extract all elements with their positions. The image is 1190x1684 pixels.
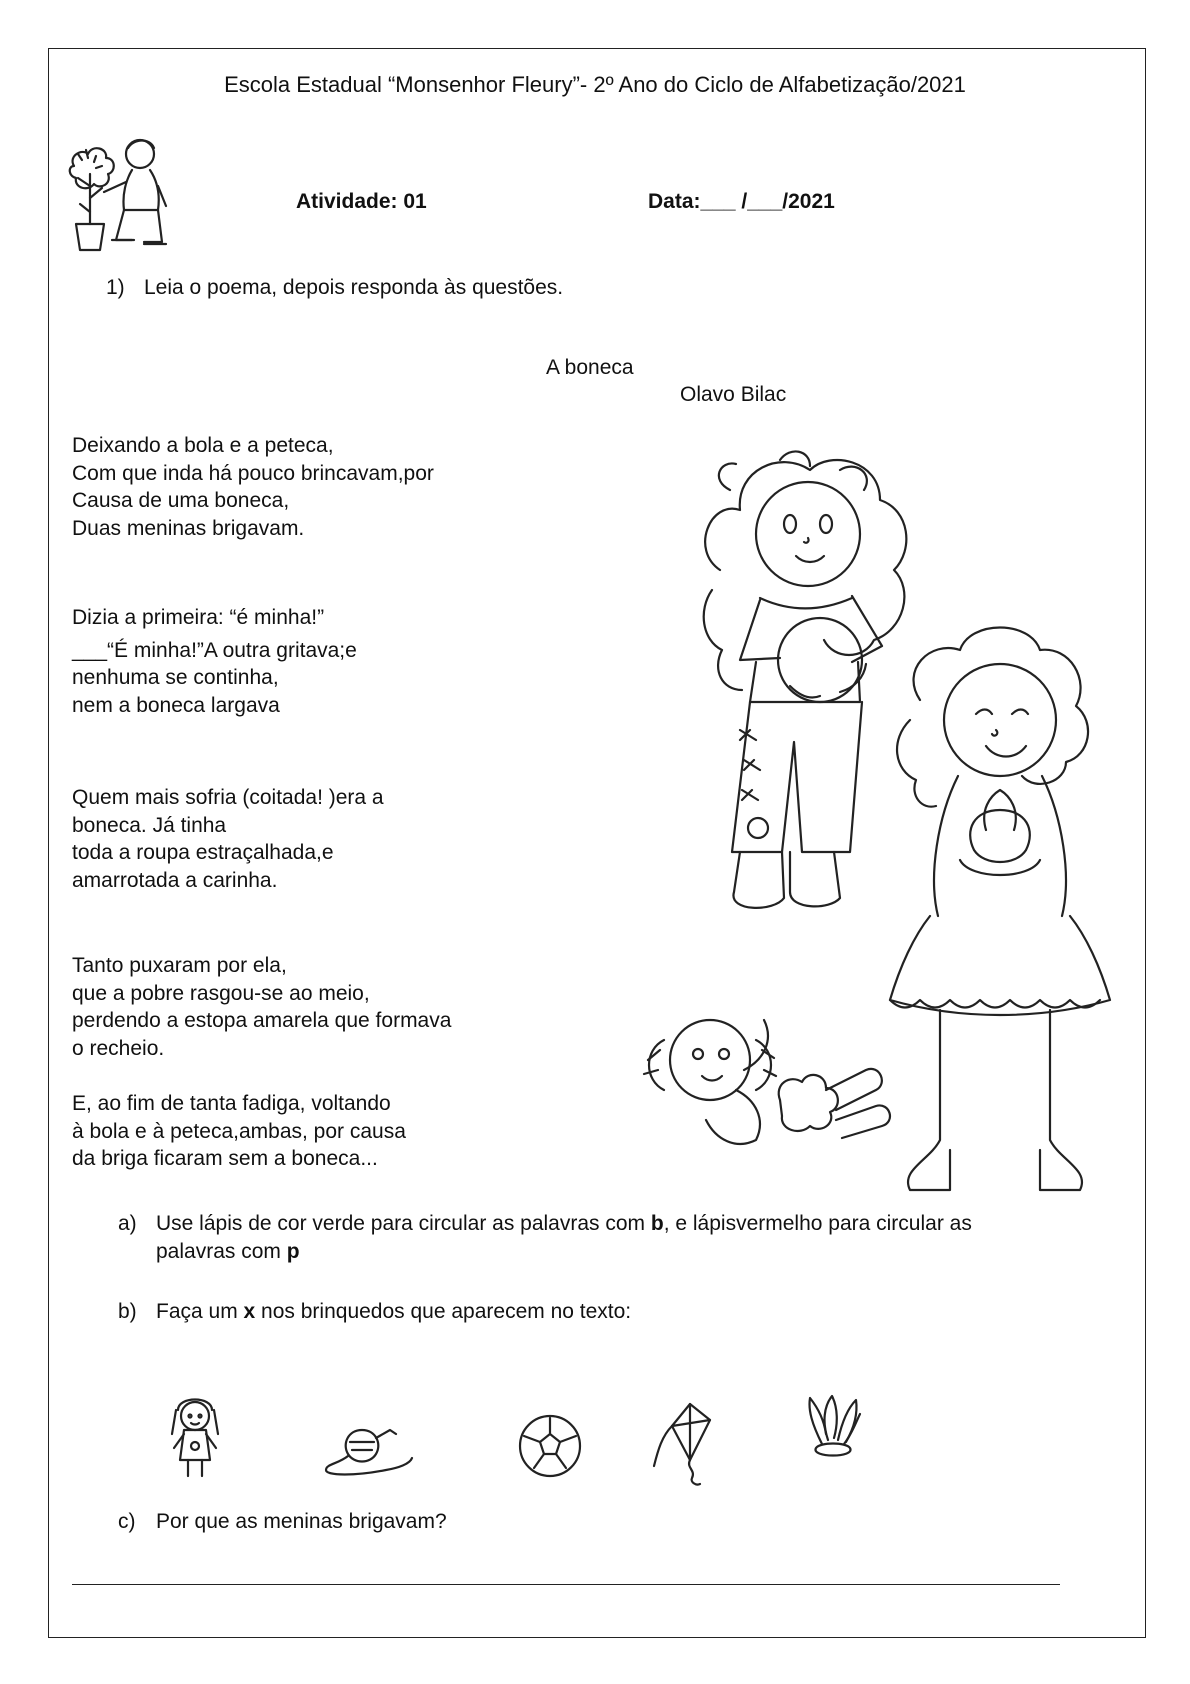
question-a xyxy=(118,1210,1148,1270)
instruction xyxy=(106,276,563,300)
poem-stanza-3 xyxy=(72,784,384,894)
question-b-label: b) xyxy=(118,1300,137,1323)
answer-line-c[interactable] xyxy=(72,1584,1060,1585)
poem-line: Quem mais sofria (coitada! )era a xyxy=(72,786,384,809)
poem-line: boneca. Já tinha xyxy=(72,813,227,837)
date-field[interactable]: Data:___ /___/2021 xyxy=(648,190,835,213)
poem-line: amarrotada a carinha. xyxy=(72,868,278,892)
question-b-pre: Faça um xyxy=(156,1300,244,1323)
poem-stanza-2 xyxy=(72,604,357,719)
girls-with-doll-illustration xyxy=(640,430,1140,1200)
poem-line: Tanto puxaram por ela, xyxy=(72,954,287,977)
poem-line: nem a boneca largava xyxy=(72,693,280,717)
shuttlecock-icon[interactable] xyxy=(802,1392,864,1464)
poem-line: toda a roupa estraçalhada,e xyxy=(72,841,334,864)
activity-label: Atividade: 01 xyxy=(296,190,427,213)
question-c-text: Por que as meninas brigavam? xyxy=(156,1510,447,1533)
spinning-top-icon[interactable] xyxy=(322,1420,416,1476)
question-b-bold: x xyxy=(243,1300,256,1323)
poem-line: perdendo a estopa amarela que formava xyxy=(72,1009,452,1032)
kite-icon[interactable] xyxy=(650,1400,716,1490)
poem-author: Olavo Bilac xyxy=(680,383,787,406)
poem-line: Duas meninas brigavam. xyxy=(72,516,305,540)
poem-line: Com que inda há pouco brincavam,por xyxy=(72,461,434,485)
school-header: Escola Estadual “Monsenhor Fleury”- 2º Ano do Ciclo de Alfabetização/2021 xyxy=(224,72,966,97)
poem-line: Dizia a primeira: “é minha!” xyxy=(72,606,325,629)
question-a-line2-bold: p xyxy=(286,1239,300,1263)
poem-stanza-4 xyxy=(72,952,451,1062)
poem-line: Causa de uma boneca, xyxy=(72,489,290,512)
poem-line: da briga ficaram sem a boneca... xyxy=(72,1147,378,1170)
poem-title: A boneca xyxy=(546,356,634,379)
poem-line: ___“É minha!”A outra gritava;e xyxy=(72,638,357,662)
question-a-label: a) xyxy=(118,1212,137,1235)
question-a-line2-pre: palavras com xyxy=(156,1239,287,1263)
poem-line: que a pobre rasgou-se ao meio, xyxy=(72,981,370,1005)
instruction-number: 1) xyxy=(106,276,125,299)
poem-line: E, ao fim de tanta fadiga, voltando xyxy=(72,1092,391,1115)
question-a-line1-bold: b xyxy=(650,1212,664,1235)
poem-line: nenhuma se continha, xyxy=(72,666,279,689)
question-a-line1-pre: Use lápis de cor verde para circular as palavras com xyxy=(156,1212,651,1235)
ball-icon[interactable] xyxy=(516,1412,584,1480)
question-b xyxy=(118,1298,1118,1328)
question-b-post: nos brinquedos que aparecem no texto: xyxy=(255,1300,632,1323)
doll-icon[interactable] xyxy=(168,1396,222,1480)
poem-line: à bola e à peteca,ambas, por causa xyxy=(72,1119,406,1143)
question-c xyxy=(118,1508,1118,1538)
question-a-text xyxy=(156,1210,1156,1265)
instruction-text: Leia o poema, depois responda às questões. xyxy=(144,276,564,299)
poem-line: o recheio. xyxy=(72,1036,165,1060)
boy-planting-icon xyxy=(62,132,182,256)
poem-line: Deixando a bola e a peteca, xyxy=(72,434,334,457)
question-c-label: c) xyxy=(118,1510,136,1533)
poem-stanza-5 xyxy=(72,1090,406,1173)
poem-stanza-1 xyxy=(72,432,434,542)
question-b-text xyxy=(156,1298,1156,1326)
question-a-line1-post: , e lápisvermelho para circular as xyxy=(663,1212,972,1235)
